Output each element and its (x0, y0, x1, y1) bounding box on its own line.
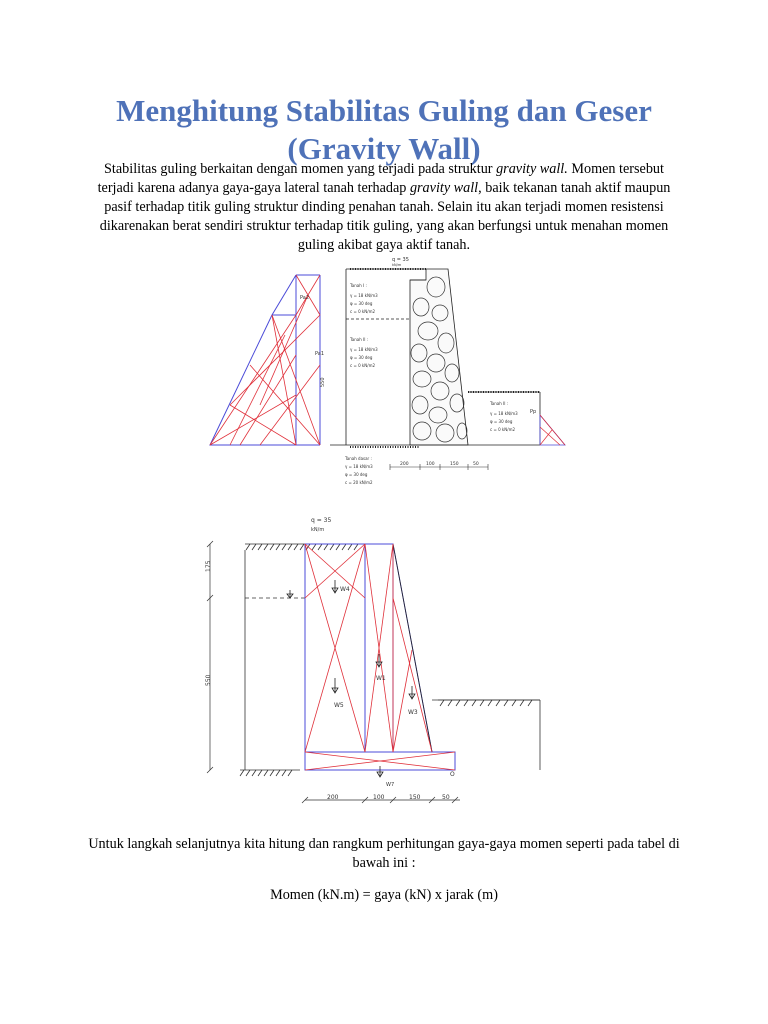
w5-label: W5 (334, 702, 344, 709)
soil-1-properties (349, 283, 378, 314)
point-o-label: O (450, 771, 455, 778)
pa2-label: Pa2 (300, 295, 310, 301)
svg-text:φ = 30 deg: φ = 30 deg (350, 355, 373, 360)
fig2-dim-50: 50 (442, 794, 450, 801)
w7-label: W7 (386, 782, 395, 788)
fig1-dim-50: 50 (473, 462, 479, 467)
page-title (0, 92, 768, 168)
svg-text:φ = 30 deg: φ = 30 deg (490, 419, 513, 424)
svg-text:c = 0 kN/m2: c = 0 kN/m2 (350, 309, 376, 314)
fig1-q-unit: kN/m (392, 263, 402, 267)
svg-text:φ = 30 deg: φ = 30 deg (345, 472, 368, 477)
fig2-dim-175: 175 (205, 560, 212, 572)
intro-emphasis-2: gravity wall (409, 180, 479, 196)
fig2-dim-150: 150 (409, 794, 421, 801)
gravity-wall-figure-1 (200, 255, 580, 495)
svg-text:c = 20 kN/m2: c = 20 kN/m2 (345, 480, 373, 485)
svg-text:γ = 18 kN/m3: γ = 18 kN/m3 (490, 411, 518, 416)
fig2-q-unit: kN/m (311, 527, 325, 533)
gravity-wall-figure-2 (190, 510, 580, 810)
svg-text:Tanah dasar :: Tanah dasar : (345, 456, 372, 461)
svg-text:Tanah II :: Tanah II : (350, 337, 369, 342)
wall-diagonals (305, 544, 455, 770)
fig2-dim-550: 550 (205, 674, 212, 686)
fig1-dim-100: 100 (426, 462, 435, 467)
soil-2-properties (349, 337, 378, 368)
fig1-dim-200: 200 (400, 462, 409, 467)
svg-text:c = 0 kN/m2: c = 0 kN/m2 (350, 363, 376, 368)
intro-text-1: Stabilitas guling berkaitan dengan momen yang terjadi pada struktur (104, 161, 497, 177)
intro-paragraph (85, 160, 683, 255)
title-line-2: (Gravity Wall) (287, 131, 481, 166)
w4-label: W4 (340, 586, 350, 593)
fig2-vertical-dimension (207, 541, 213, 773)
pa1-label: Pa1 (315, 351, 325, 357)
svg-text:c = 0 kN/m2: c = 0 kN/m2 (490, 427, 516, 432)
intro-text-2: Momen tersebut terjadi karena adanya gaya-gaya lateral tanah terhadap (97, 161, 664, 196)
svg-text:γ = 18 kN/m3: γ = 18 kN/m3 (345, 464, 373, 469)
height-dim-label: 550 (320, 377, 326, 387)
w1-label: W1 (376, 675, 386, 682)
fig2-dim-200: 200 (327, 794, 339, 801)
base-soil-properties (344, 456, 373, 485)
fig2-dim-100: 100 (373, 794, 385, 801)
intro-text-3: , baik tekanan tanah aktif maupun pasif terhadap titik guling struktur dinding penahan tanah. Selain itu akan terjadi momen resistensi dikarenakan berat sendiri struktur terhadap titik guling, yang akan berfungsi untuk menahan momen guling akibat gaya aktif tanah. (99, 180, 671, 253)
soil-3-properties (489, 401, 518, 432)
svg-text:γ = 18 kN/m3: γ = 18 kN/m3 (350, 293, 378, 298)
fig1-q-label: q = 35 (392, 257, 409, 263)
intro-emphasis-1: gravity wall. (496, 161, 568, 177)
followup-paragraph: Untuk langkah selanjutnya kita hitung dan rangkum perhitungan gaya-gaya momen seperti pada tabel di bawah ini : (88, 836, 680, 871)
fig1-dim-150: 150 (450, 462, 459, 467)
ground-hatch-bottom (240, 700, 540, 776)
svg-text:Tanah I :: Tanah I : (350, 283, 367, 288)
svg-text:γ = 18 kN/m3: γ = 18 kN/m3 (350, 347, 378, 352)
pp-label: Pp (530, 409, 537, 415)
passive-pressure-diagram (540, 415, 565, 445)
svg-text:φ = 30 deg: φ = 30 deg (350, 301, 373, 306)
w3-label: W3 (408, 709, 418, 716)
svg-text:Tanah II :: Tanah II : (490, 401, 509, 406)
title-line-1: Menghitung Stabilitas Guling dan Geser (116, 93, 652, 128)
fig2-q-label: q = 35 (311, 517, 332, 524)
moment-formula: Momen (kN.m) = gaya (kN) x jarak (m) (270, 887, 498, 903)
